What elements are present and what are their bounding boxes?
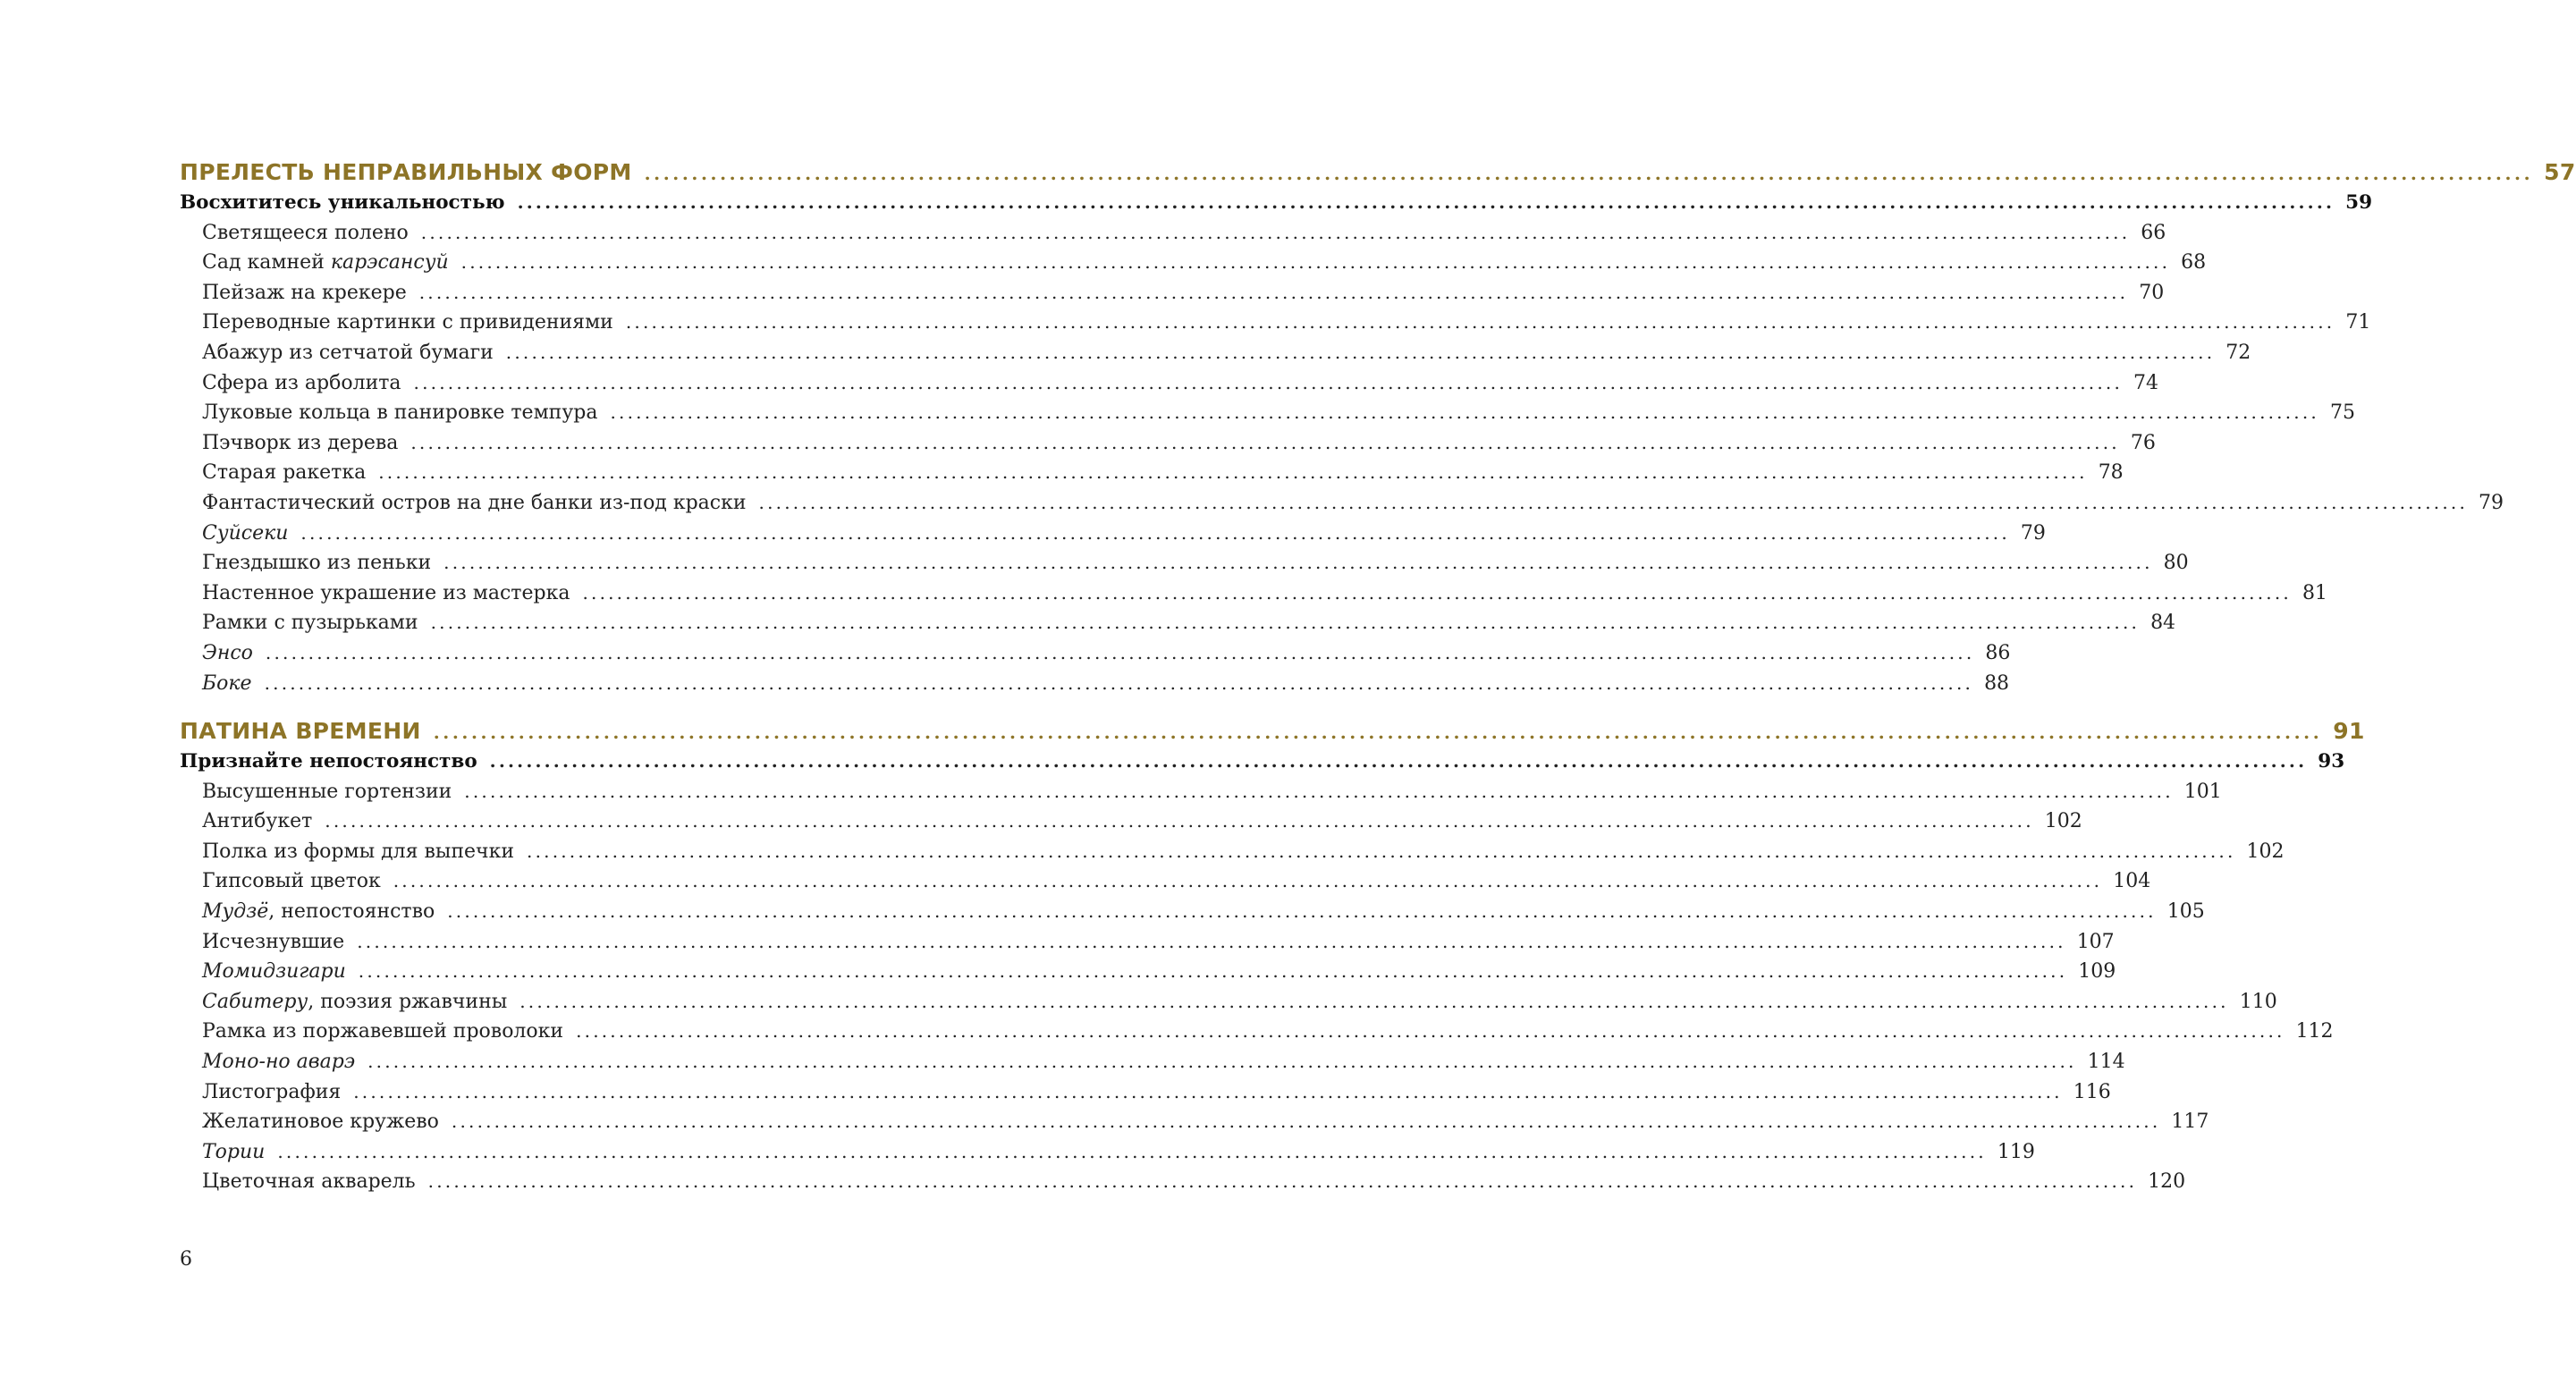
toc-item-title [202,222,409,244]
chapter-entry-title: ПРЕЛЕСТЬ НЕПРАВИЛЬНЫХ ФОРМ [180,159,632,185]
toc-item-title [202,672,252,695]
toc-item-title [202,1170,416,1193]
chapter-entry-page-number: 57 [2544,159,2576,185]
toc-item [180,431,2156,462]
toc-item-title [202,552,431,574]
title-part: Момидзигари [202,960,346,984]
page-number: 6 [180,1248,192,1271]
toc-item-title [202,1111,439,1133]
chapter-entry-page-number: 91 [2333,718,2365,745]
title-part: Луковые кольца в панировке темпура [202,401,598,425]
toc-item-title [202,522,288,545]
toc-item-page-number: 102 [2246,840,2285,863]
toc-item-title [202,432,398,454]
dot-leader: ........................................................................................................................................................................................................ [443,552,2153,574]
chapter-entry [180,159,2576,191]
toc-item [180,840,2285,871]
dot-leader: ........................................................................................................................................................................................................ [358,960,2068,983]
title-part: , поэзия ржавчины [308,990,508,1013]
toc-item [180,671,2010,703]
toc-item [180,491,2504,522]
section-entry-title: Восхититесь уникальностью [180,191,505,214]
toc-item-page-number: 81 [2302,581,2327,604]
toc-item-title [202,582,570,604]
dot-leader: ........................................................................................................................................................................................................ [451,1111,2161,1133]
toc-item-page-number: 84 [2150,612,2176,635]
toc-item-page-number: 70 [2139,281,2165,304]
toc-item-title [202,461,366,484]
section-entry-page-number: 59 [2345,191,2373,214]
chapter-gap [180,702,873,718]
toc-item [180,641,2011,672]
toc-item [180,371,2159,402]
title-part: Энсо [202,641,253,664]
toc-item-page-number: 110 [2239,990,2277,1013]
dot-leader: ........................................................................................................................................................................................................ [505,341,2216,363]
dot-leader: ........................................................................................................................................................................................................ [758,491,2469,513]
toc-item-page-number: 102 [2044,810,2082,833]
title-part: Рамка из поржавевшей проволоки [202,1020,564,1043]
toc-item-title [202,282,407,304]
toc-item-title [202,612,418,634]
toc-item [180,1020,2334,1051]
chapter-entry [180,718,2365,750]
title-part: Боке [202,671,252,695]
dot-leader: ........................................................................................................................................................................................................ [464,780,2174,802]
toc-item-title [202,372,401,394]
title-part: Фантастический остров на дне банки из-под краски [202,491,747,514]
title-part: Настенное украшение из мастерка [202,581,570,604]
dot-leader: ........................................................................................................................................................................................................ [265,641,1975,663]
toc-item-title [202,342,494,364]
dot-leader: ........................................................................................................................................................................................................ [277,1140,1987,1162]
title-part: Абажур из сетчатой бумаги [202,341,494,364]
toc-item-page-number: 79 [2479,491,2504,514]
title-part: Антибукет [202,810,313,833]
toc-item-title [202,1051,355,1073]
dot-leader: ........................................................................................................................................................................................................ [610,401,2319,424]
dot-leader: ........................................................................................................................................................................................................ [625,311,2335,334]
dot-leader: ........................................................................................................................................................................................................ [576,1020,2285,1043]
toc-item-title [202,840,514,863]
dot-leader: ........................................................................................................................................................................................................ [367,1051,2077,1073]
toc-item-title [202,401,597,424]
toc-item-page-number: 104 [2113,870,2151,893]
title-part: Высушенные гортензии [202,780,452,803]
title-part: Тории [202,1140,266,1163]
toc-item [180,311,2371,342]
dot-leader: ........................................................................................................................................................................................................ [517,191,2335,213]
toc-item [180,1140,2035,1171]
title-part: Рамки с пузырьками [202,612,418,635]
title-part: Цветочная акварель [202,1170,416,1194]
title-part: Старая ракетка [202,461,367,485]
toc-item-page-number: 76 [2130,431,2156,454]
title-part: Моно-но аварэ [202,1051,356,1074]
toc-item-title [202,251,449,274]
toc-item-page-number: 71 [2345,311,2371,334]
title-part: Гипсовый цветок [202,870,381,893]
toc-item [180,900,2205,931]
dot-leader: ........................................................................................................................................................................................................ [418,281,2129,303]
toc-item-title [202,991,507,1013]
toc-item [180,401,2355,432]
toc-item-page-number: 105 [2166,900,2205,924]
dot-leader: ........................................................................................................................................................................................................ [460,251,2171,274]
dot-leader: ........................................................................................................................................................................................................ [300,521,2010,544]
dot-leader: ........................................................................................................................................................................................................ [393,870,2103,892]
toc-item [180,1080,2111,1111]
dot-leader: ........................................................................................................................................................................................................ [420,221,2131,243]
toc-item-page-number: 79 [2020,521,2046,545]
toc-item [180,341,2251,372]
toc-item-page-number: 88 [1984,671,2010,695]
toc-item [180,612,2176,642]
dot-leader: ........................................................................................................................................................................................................ [582,581,2292,604]
toc-item [180,810,2082,840]
title-part: Гнездышко из пеньки [202,552,432,575]
toc-item-title [202,642,253,664]
chapter-entry-title: ПАТИНА ВРЕМЕНИ [180,718,421,745]
toc-item [180,870,2151,900]
toc-item-title [202,1141,265,1163]
title-part: Пэчворк из дерева [202,431,399,454]
dot-leader: ........................................................................................................................................................................................................ [489,750,2308,773]
toc-item-page-number: 68 [2181,251,2207,274]
dot-leader: ........................................................................................................................................................................................................ [427,1170,2138,1193]
section-entry [180,750,2345,781]
dot-leader: ........................................................................................................................................................................................................ [447,900,2157,923]
dot-leader: ........................................................................................................................................................................................................ [519,990,2229,1012]
section-entry-title: Признайте непостоянство [180,750,477,773]
toc-item-title [202,781,452,803]
toc-item [180,1111,2209,1141]
toc-item [180,780,2222,811]
toc-item [180,461,2124,492]
title-part: Светящееся полено [202,221,409,244]
toc-item-page-number: 120 [2148,1170,2186,1194]
dot-leader: ........................................................................................................................................................................................................ [430,612,2141,634]
dot-leader: ........................................................................................................................................................................................................ [527,840,2236,862]
toc-item-title [202,1081,341,1103]
table-of-contents [180,159,2576,1201]
toc-item-page-number: 117 [2171,1111,2209,1134]
toc-item-page-number: 114 [2087,1051,2125,1074]
toc-item-page-number: 101 [2183,780,2222,803]
toc-item-title [202,1020,563,1043]
toc-item-page-number: 107 [2076,930,2115,953]
toc-item-title [202,492,747,514]
title-part: Сфера из арболита [202,371,401,394]
toc-item-page-number: 80 [2163,552,2189,575]
toc-item-page-number: 86 [1985,641,2011,664]
toc-item-title [202,960,346,983]
title-part: Переводные картинки с привидениями [202,311,613,334]
dot-leader: ........................................................................................................................................................................................................ [264,671,1974,694]
dot-leader: ........................................................................................................................................................................................................ [644,163,2534,184]
toc-item-page-number: 119 [1997,1140,2035,1163]
toc-item-page-number: 109 [2078,960,2116,984]
toc-item [180,1170,2186,1201]
title-part: Сабитеру [202,990,308,1013]
toc-item-page-number: 72 [2225,341,2251,364]
title-part: Исчезнувшие [202,930,345,953]
toc-item-page-number: 66 [2141,221,2166,244]
dot-leader: ........................................................................................................................................................................................................ [433,722,2323,744]
toc-item [180,221,2166,252]
toc-item-title [202,931,344,953]
title-part: Желатиновое кружево [202,1111,439,1134]
dot-leader: ........................................................................................................................................................................................................ [410,431,2120,453]
dot-leader: ........................................................................................................................................................................................................ [413,371,2124,393]
toc-item [180,251,2207,282]
toc-item [180,281,2165,312]
title-part: карэсансуй [330,251,449,274]
toc-item-title [202,870,381,892]
toc-item-title [202,900,435,923]
toc-item-page-number: 116 [2073,1080,2111,1103]
toc-item [180,930,2115,961]
toc-item [180,581,2327,612]
title-part: Полка из формы для выпечки [202,840,515,863]
title-part: , непостоянство [268,900,435,924]
section-entry-page-number: 93 [2318,750,2345,773]
title-part: Мудзё [202,900,269,924]
title-part: Суйсеки [202,521,289,545]
dot-leader: ........................................................................................................................................................................................................ [378,461,2088,484]
toc-item-page-number: 78 [2098,461,2124,485]
toc-item [180,521,2046,553]
section-entry [180,191,2373,222]
dot-leader: ........................................................................................................................................................................................................ [325,810,2034,832]
dot-leader: ........................................................................................................................................................................................................ [353,1080,2063,1102]
toc-item-title [202,311,613,334]
toc-item [180,1051,2125,1081]
toc-item-title [202,810,312,832]
title-part: Сад камней [202,251,331,274]
toc-item-page-number: 74 [2133,371,2159,394]
toc-item [180,552,2189,582]
toc-item [180,990,2277,1021]
dot-leader: ........................................................................................................................................................................................................ [357,930,2066,952]
toc-item-page-number: 112 [2295,1020,2334,1043]
toc-item-page-number: 75 [2329,401,2355,425]
toc-item [180,960,2116,991]
title-part: Листография [202,1080,342,1103]
title-part: Пейзаж на крекере [202,281,407,304]
